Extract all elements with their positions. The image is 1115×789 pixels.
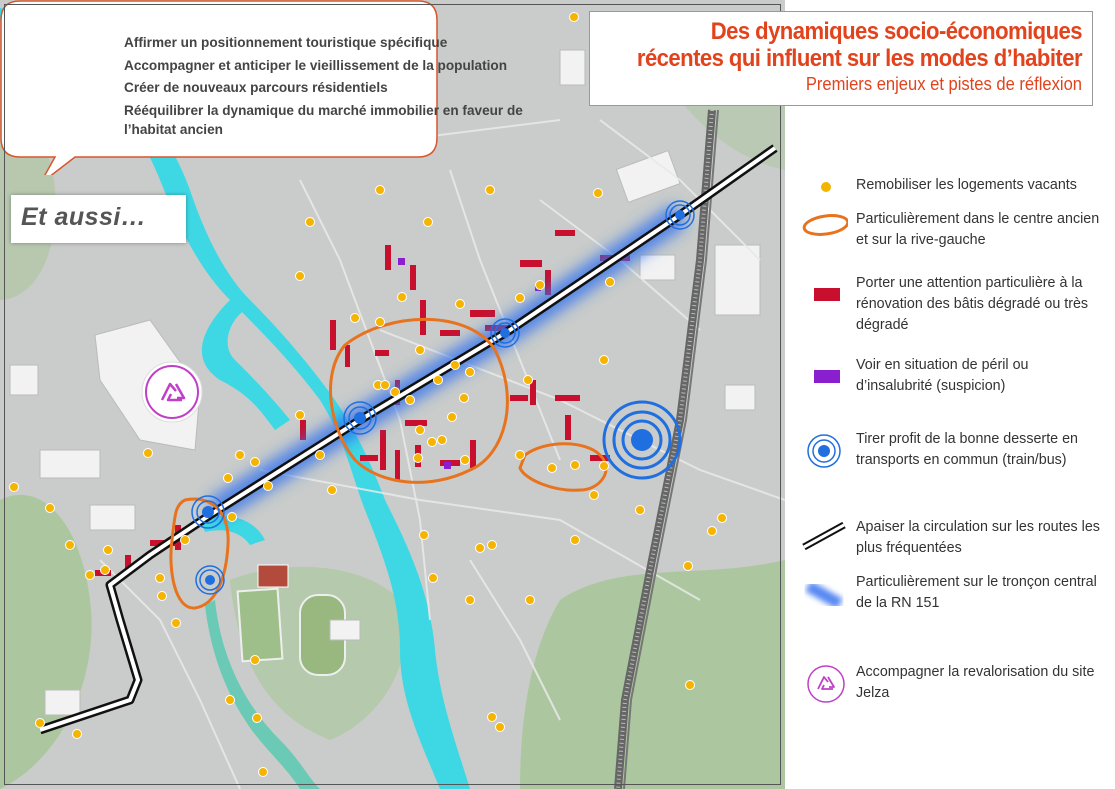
legend-label: Porter une attention particulière à la rénovation des bâtis dégradé ou très dégradé [856,275,1089,333]
title-line-2: récentes qui influent sur les modes d’habiter [636,45,1082,72]
legend-label: Voir en situation de péril ou d’insalubrité (suspicion) [856,357,1029,394]
legend-label: Remobiliser les logements vacants [856,177,1077,193]
legend-label: Particulièrement sur le tronçon central de la RN 151 [856,574,1097,611]
speech-bubble-text [124,33,544,142]
legend-label: Particulièrement dans le centre ancien et sur la rive-gauche [856,211,1100,248]
et-aussi-callout: Et aussi… [11,195,186,243]
legend-label: Accompagner la revalorisation du site Jelza [856,664,1095,701]
blue-glow-band-icon [800,572,848,616]
purple-square-icon [800,355,848,399]
red-rectangle-icon [800,273,848,317]
jelza-recycle-icon [142,362,202,422]
bubble-item: Créer de nouveaux parcours résidentiels [124,80,388,95]
bubble-item: Accompagner et anticiper le vieillissement de la population [124,57,507,73]
train-station-target [604,402,680,478]
legend-label: Tirer profit de la bonne desserte en transports en commun (train/bus) [856,431,1078,468]
legend-label: Apaiser la circulation sur les routes les plus fréquentées [856,519,1100,556]
recycle-icon [800,662,848,706]
station-target [491,319,519,347]
double-line-road-icon [800,517,848,561]
map-legend [800,0,1115,789]
subtitle: Premiers enjeux et pistes de réflexion [805,74,1082,94]
station-target [196,566,224,594]
transit-target-icon [800,429,848,473]
station-target [344,402,376,434]
title-line-1: Des dynamiques socio-économiques [710,18,1082,45]
bubble-item: Rééquilibrer la dynamique du marché immobilier en faveur de l’habitat ancien [124,102,523,137]
station-target [666,201,694,229]
station-target [192,496,224,528]
bubble-item: Affirmer un positionnement touristique spécifique [124,35,448,50]
orange-ellipse-icon [800,209,848,253]
